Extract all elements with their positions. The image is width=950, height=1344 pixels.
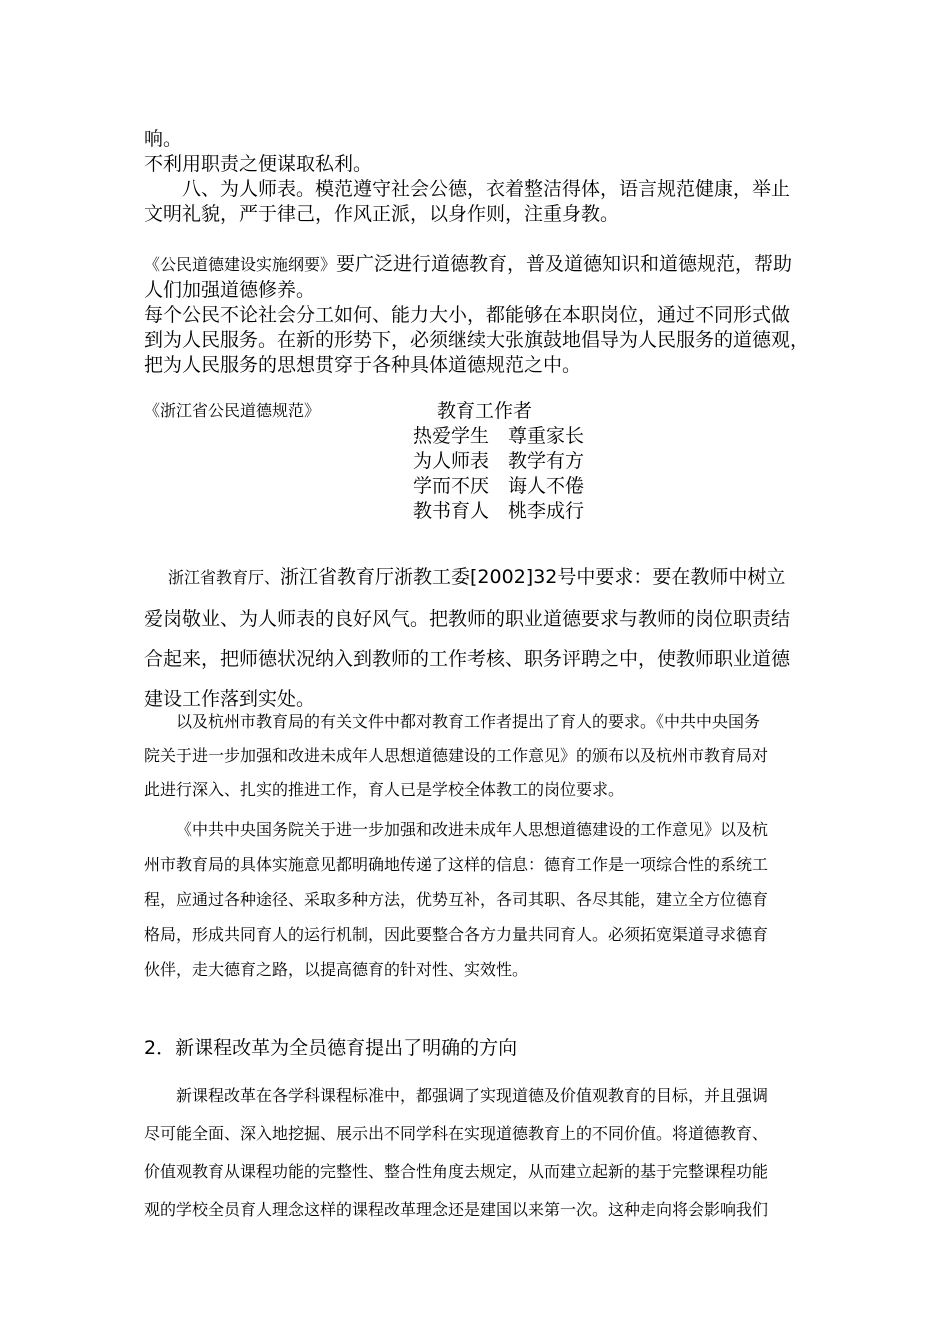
hangzhou-paragraph <box>144 706 768 808</box>
guifan-row: 学而不厌 诲人不倦 <box>413 475 585 497</box>
section2-paragraph <box>144 1078 768 1230</box>
text-line: 每个公民不论社会分工如何、能力大小，都能够在本职岗位，通过不同形式做 <box>144 304 791 326</box>
text-line: 人们加强道德修养。 <box>144 279 316 301</box>
text-span: 要广泛进行道德教育，普及道德知识和道德规范，帮助 <box>336 253 793 275</box>
text-line: 爱岗敬业、为人师表的良好风气。把教师的职业道德要求与教师的岗位职责结 <box>144 608 791 630</box>
text-line: 院关于进一步加强和改进未成年人思想道德建设的工作意见》的颁布以及杭州市教育局对 <box>144 748 769 765</box>
section-heading: 2．新课程改革为全员德育提出了明确的方向 <box>144 1037 518 1059</box>
guifan-rows <box>413 424 584 524</box>
gangyao-paragraph <box>144 252 809 378</box>
text-line: 响。 <box>144 128 183 150</box>
text-line: 此进行深入、扎实的推进工作，育人已是学校全体教工的岗位要求。 <box>144 782 625 799</box>
guifan-source: 《浙江省公民道德规范》 <box>144 403 321 420</box>
text-span: 浙江省教育厅浙教工委[2002]32号中要求：要在教师中树立 <box>280 566 786 588</box>
text-line: 价值观教育从课程功能的完整性、整合性角度去规定，从而建立起新的基于完整课程功能 <box>144 1164 769 1181</box>
guifan-row: 热爱学生 尊重家长 <box>413 425 585 447</box>
text-line: 八、为人师表。模范遵守社会公德，衣着整洁得体，语言规范健康，举止 <box>144 178 791 200</box>
text-line: 格局，形成共同育人的运行机制，因此要整合各方力量共同育人。必须拓宽渠道寻求德育 <box>144 927 769 944</box>
top-paragraph <box>144 127 790 227</box>
text-line: 新课程改革在各学科课程标准中，都强调了实现道德及价值观教育的目标，并且强调 <box>176 1088 769 1105</box>
text-line: 文明礼貌，严于律己，作风正派，以身作则，注重身教。 <box>144 203 620 225</box>
text-line: 合起来，把师德状况纳入到教师的工作考核、职务评聘之中，使教师职业道德 <box>144 648 791 670</box>
text-line: 以及杭州市教育局的有关文件中都对教育工作者提出了育人的要求。《中共中央国务 <box>176 714 761 731</box>
text-line: 建设工作落到实处。 <box>144 688 316 710</box>
text-line: 到为人民服务。在新的形势下，必须继续大张旗鼓地倡导为人民服务的道德观， <box>144 329 810 351</box>
text-line: 《中共中央国务院关于进一步加强和改进未成年人思想道德建设的工作意见》以及杭 <box>176 822 769 839</box>
guifan-row: 为人师表 教学有方 <box>413 450 585 472</box>
text-line: 伙伴，走大德育之路，以提高德育的针对性、实效性。 <box>144 962 529 979</box>
text-line: 程，应通过各种途径、采取多种方法，优势互补，各司其职、各尽其能，建立全方位德育 <box>144 892 769 909</box>
text-line <box>144 252 809 278</box>
text-line: 把为人民服务的思想贯穿于各种具体道德规范之中。 <box>144 354 582 376</box>
text-line: 尽可能全面、深入地挖掘、展示出不同学科在实现道德教育上的不同价值。将道德教育、 <box>144 1126 769 1143</box>
text-line: 不利用职责之便谋取私利。 <box>144 153 373 175</box>
guifan-heading: 教育工作者 <box>437 400 533 422</box>
guifan-row: 教书育人 桃李成行 <box>413 500 585 522</box>
text-line <box>144 557 790 599</box>
text-span: 浙江省教育厅、 <box>168 570 281 587</box>
source-title: 《公民道德建设实施纲要》 <box>144 257 337 274</box>
text-line: 观的学校全员育人理念这样的课程改革理念还是建国以来第一次。这种走向将会影响我们 <box>144 1202 769 1219</box>
text-line: 州市教育局的具体实施意见都明确地传递了这样的信息：德育工作是一项综合性的系统工 <box>144 857 769 874</box>
zhejiao-paragraph <box>144 557 790 719</box>
zhonggong-paragraph <box>144 813 768 988</box>
